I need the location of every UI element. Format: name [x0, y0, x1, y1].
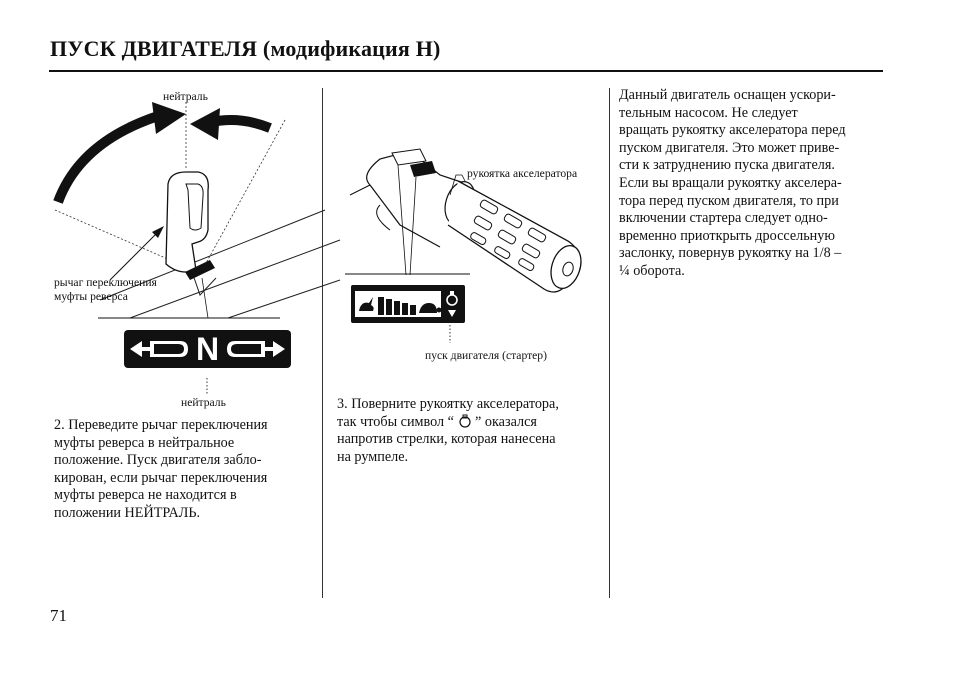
shift-lever-label-line1: рычаг переключения	[54, 276, 157, 289]
note-line: Данный двигатель оснащен ускори-	[619, 87, 836, 103]
step-2-instructions	[54, 417, 268, 523]
note-line: тора перед пуском двигателя, то при	[619, 192, 839, 209]
start-symbol-icon	[458, 414, 472, 428]
throttle-scale-panel	[351, 285, 465, 323]
accelerator-pump-note	[619, 87, 846, 281]
step-2-line: положение. Пуск двигателя забло-	[54, 452, 262, 469]
step-2-line: кирован, если рычаг переключения	[54, 469, 268, 486]
note-line: сти к затруднению пуска двигателя.	[619, 157, 835, 174]
shift-lever-label-line2: муфты реверса	[54, 290, 128, 303]
step-3-instructions	[337, 396, 559, 466]
note-line: временно приоткрыть дроссельную	[619, 227, 835, 244]
note-line: включении стартера следует одно-	[619, 210, 828, 227]
throttle-scale-graphic	[351, 285, 465, 323]
note-line: пуском двигателя. Это может приве-	[619, 139, 840, 156]
step-2-line: положении НЕЙТРАЛЬ.	[54, 504, 201, 521]
step-2-line: муфты реверса не находится в	[54, 487, 237, 504]
step-2-line: 2. Переведите рычаг переключения	[54, 417, 268, 433]
step-3-line-part: ” оказался	[471, 413, 537, 430]
note-line: ¼ оборота.	[619, 262, 685, 279]
step-3-line-part: так чтобы символ “	[337, 413, 458, 430]
step-2-line: муфты реверса в нейтральное	[54, 434, 235, 451]
page-number: 71	[50, 606, 67, 625]
step-3-line: напротив стрелки, которая нанесена	[337, 431, 556, 448]
note-line: вращать рукоятку акселератора перед	[619, 122, 846, 139]
neutral-label-bottom: нейтраль	[181, 396, 226, 409]
step-3-line-with-symbol	[337, 414, 559, 432]
start-engine-label: пуск двигателя (стартер)	[425, 349, 547, 362]
step-3-line: на румпеле.	[337, 448, 409, 465]
step-3-line: 3. Поверните рукоятку акселератора,	[337, 396, 559, 412]
neutral-indicator-letter: N	[195, 331, 220, 367]
note-line: Если вы вращали рукоятку акселера-	[619, 174, 842, 191]
gear-indicator-panel	[124, 330, 291, 368]
title-divider	[49, 70, 883, 72]
note-line: заслонку, повернув рукоятку на 1/8 –	[619, 245, 842, 262]
throttle-grip-label: рукоятка акселератора	[467, 167, 578, 180]
neutral-label-top: нейтраль	[163, 90, 208, 103]
page-title: ПУСК ДВИГАТЕЛЯ (модификация H)	[50, 36, 441, 61]
note-line: тельным насосом. Не следует	[619, 104, 798, 121]
